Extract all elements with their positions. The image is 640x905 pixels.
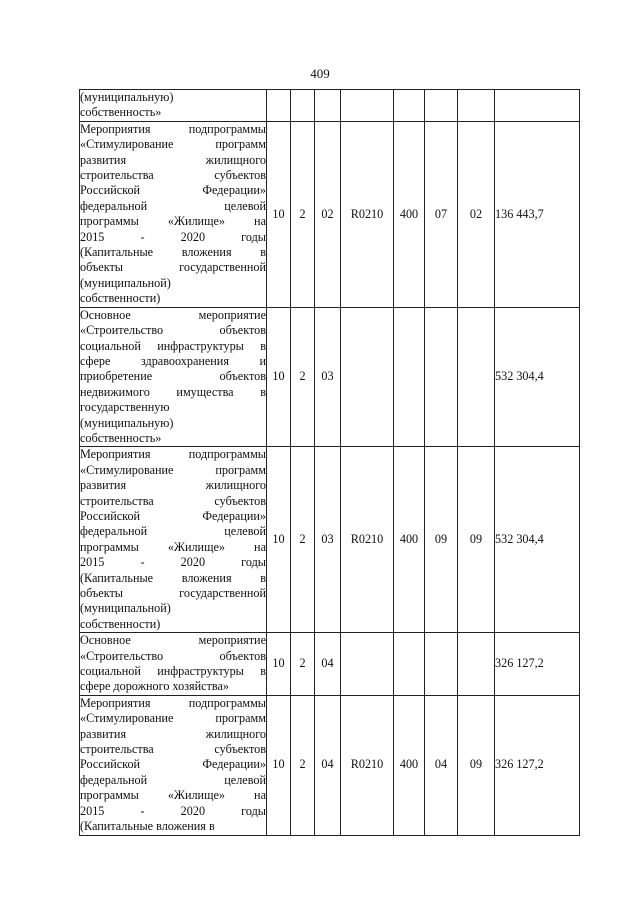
sub-code-cell [458, 633, 495, 696]
table-row [80, 90, 580, 122]
sub-code-cell: 09 [458, 695, 495, 835]
description-line: 2015 - 2020 годы [80, 229, 266, 244]
description-line: недвижимого имущества в [80, 384, 266, 399]
amount-cell: 326 127,2 [495, 695, 580, 835]
description-line: Российской Федерации» [80, 757, 266, 772]
description-line: программы «Жилище» на [80, 214, 266, 229]
description-line: «Строительство объектов [80, 323, 266, 338]
section-code-cell [267, 90, 291, 122]
description-line: программы «Жилище» на [80, 788, 266, 803]
description-line: Основное мероприятие [80, 307, 266, 322]
subsection-code-cell: 2 [291, 307, 315, 447]
amount-cell [495, 90, 580, 122]
description-line: «Стимулирование программ [80, 137, 266, 152]
expense-type-cell [394, 633, 425, 696]
sub-code-cell: 09 [458, 447, 495, 633]
description-line: (Капитальные вложения в [80, 245, 266, 260]
subsection-code-cell: 2 [291, 121, 315, 307]
description-line: Мероприятия подпрограммы [80, 447, 266, 462]
description-line: развития жилищного [80, 726, 266, 741]
description-line: «Стимулирование программ [80, 462, 266, 477]
description-line: собственность» [80, 105, 162, 120]
table-row [80, 121, 580, 307]
target-article-cell: R0210 [341, 695, 394, 835]
ministry-code-cell: 09 [425, 447, 458, 633]
amount-cell: 532 304,4 [495, 307, 580, 447]
row-description [80, 121, 267, 307]
description-line: (Капитальные вложения в [80, 570, 266, 585]
sub-code-cell [458, 90, 495, 122]
sub-code-cell [458, 307, 495, 447]
section-code-cell: 10 [267, 307, 291, 447]
description-line: собственности) [80, 291, 161, 306]
description-line: строительства субъектов [80, 742, 266, 757]
description-line: «Строительство объектов [80, 648, 266, 663]
description-line: строительства субъектов [80, 493, 266, 508]
amount-cell: 326 127,2 [495, 633, 580, 696]
row-description [80, 695, 267, 835]
description-line: Российской Федерации» [80, 183, 266, 198]
target-article-cell [341, 307, 394, 447]
description-line: сфере здравоохранения и [80, 353, 266, 368]
description-line: (Капитальные вложения в [80, 819, 215, 834]
description-line: «Стимулирование программ [80, 711, 266, 726]
table-row [80, 695, 580, 835]
subsection-code-cell: 2 [291, 633, 315, 696]
description-line: объекты государственной [80, 260, 266, 275]
description-line: развития жилищного [80, 478, 266, 493]
description-line: приобретение объектов [80, 369, 266, 384]
ministry-code-cell: 07 [425, 121, 458, 307]
section-code-cell: 10 [267, 633, 291, 696]
program-code-cell: 03 [315, 447, 341, 633]
description-line: Российской Федерации» [80, 508, 266, 523]
row-description [80, 307, 267, 447]
expense-type-cell: 400 [394, 695, 425, 835]
amount-cell: 136 443,7 [495, 121, 580, 307]
description-line: программы «Жилище» на [80, 539, 266, 554]
row-description [80, 90, 267, 122]
description-line: государственную [80, 400, 170, 415]
subsection-code-cell [291, 90, 315, 122]
section-code-cell: 10 [267, 695, 291, 835]
description-line: (муниципальной) [80, 601, 171, 616]
program-code-cell: 02 [315, 121, 341, 307]
ministry-code-cell [425, 633, 458, 696]
expense-type-cell [394, 90, 425, 122]
description-line: 2015 - 2020 годы [80, 555, 266, 570]
program-code-cell [315, 90, 341, 122]
description-line: (муниципальную) [80, 415, 174, 430]
description-line: объекты государственной [80, 586, 266, 600]
section-code-cell: 10 [267, 447, 291, 633]
sub-code-cell: 02 [458, 121, 495, 307]
row-description [80, 447, 267, 633]
section-code-cell: 10 [267, 121, 291, 307]
row-description [80, 633, 267, 696]
description-line: Мероприятия подпрограммы [80, 695, 266, 710]
description-line: развития жилищного [80, 152, 266, 167]
description-line: (муниципальную) [80, 90, 174, 104]
table-row [80, 447, 580, 633]
target-article-cell: R0210 [341, 447, 394, 633]
description-line: (муниципальной) [80, 275, 171, 290]
amount-cell: 532 304,4 [495, 447, 580, 633]
description-line: строительства субъектов [80, 168, 266, 183]
target-article-cell: R0210 [341, 121, 394, 307]
description-line: федеральной целевой [80, 198, 266, 213]
program-code-cell: 04 [315, 633, 341, 696]
description-line: собственности) [80, 616, 161, 631]
expense-type-cell: 400 [394, 447, 425, 633]
description-line: сфере дорожного хозяйства» [80, 679, 229, 694]
program-code-cell: 04 [315, 695, 341, 835]
description-line: социальной инфраструктуры в [80, 338, 266, 353]
expense-type-cell: 400 [394, 121, 425, 307]
target-article-cell [341, 633, 394, 696]
expense-type-cell [394, 307, 425, 447]
table-row [80, 307, 580, 447]
budget-table [79, 89, 580, 836]
target-article-cell [341, 90, 394, 122]
table-body [80, 90, 580, 836]
ministry-code-cell [425, 307, 458, 447]
ministry-code-cell [425, 90, 458, 122]
subsection-code-cell: 2 [291, 695, 315, 835]
ministry-code-cell: 04 [425, 695, 458, 835]
table-row [80, 633, 580, 696]
program-code-cell: 03 [315, 307, 341, 447]
description-line: собственность» [80, 430, 162, 445]
description-line: федеральной целевой [80, 772, 266, 787]
description-line: федеральной целевой [80, 524, 266, 539]
description-line: социальной инфраструктуры в [80, 664, 266, 679]
description-line: Основное мероприятие [80, 633, 266, 648]
description-line: Мероприятия подпрограммы [80, 121, 266, 136]
subsection-code-cell: 2 [291, 447, 315, 633]
page-number: 409 [310, 66, 330, 81]
description-line: 2015 - 2020 годы [80, 803, 266, 818]
